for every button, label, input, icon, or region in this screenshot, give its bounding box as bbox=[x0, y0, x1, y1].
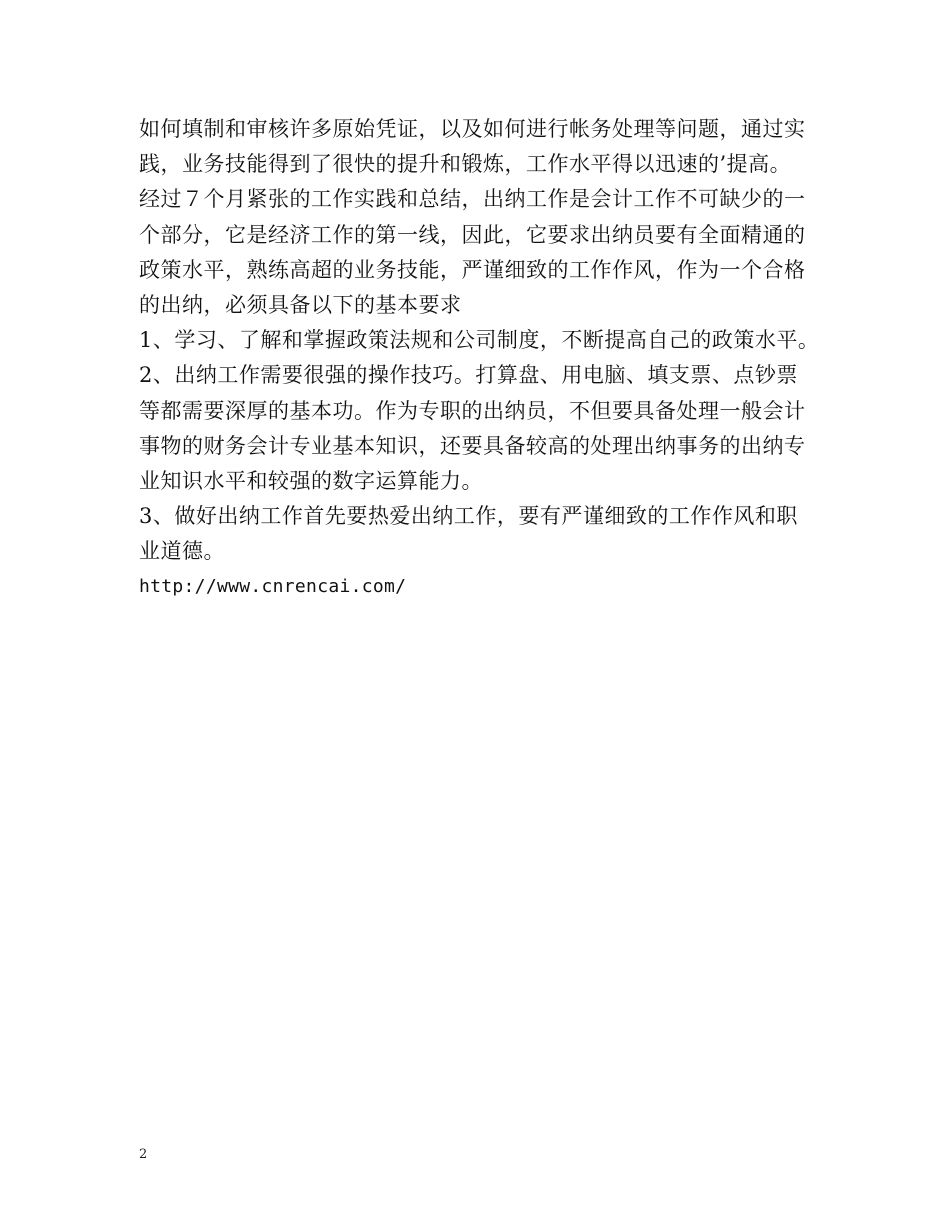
page-number: 2 bbox=[139, 1147, 148, 1162]
text-line: 政策水平，熟练高超的业务技能，严谨细致的工作作风，作为一个合格 bbox=[139, 257, 806, 282]
text-line: 个部分，它是经济工作的第一线，因此，它要求出纳员要有全面精通的 bbox=[139, 222, 806, 247]
document-body bbox=[139, 112, 820, 605]
text-line: 业知识水平和较强的数字运算能力。 bbox=[139, 468, 483, 493]
text-line: 的出纳，必须具备以下的基本要求 bbox=[139, 292, 462, 317]
text-line: 事物的财务会计专业基本知识，还要具备较高的处理出纳事务的出纳专 bbox=[139, 433, 806, 458]
list-item-2: 2、出纳工作需要很强的操作技巧。打算盘、用电脑、填支票、点钞票 bbox=[139, 363, 798, 388]
source-url-link[interactable]: http://www.cnrencai.com/ bbox=[139, 576, 407, 598]
list-item-3: 3、做好出纳工作首先要热爱出纳工作，要有严谨细致的工作作风和职 bbox=[139, 504, 798, 529]
text-line: 如何填制和审核许多原始凭证，以及如何进行帐务处理等问题，通过实 bbox=[139, 117, 806, 141]
text-line: 践，业务技能得到了很快的提升和锻炼，工作水平得以迅速的’提高。 bbox=[139, 152, 792, 177]
text-line: 经过７个月紧张的工作实践和总结，出纳工作是会计工作不可缺少的一 bbox=[139, 187, 806, 212]
text-line: 业道德。 bbox=[139, 539, 225, 564]
list-item-1: 1、学习、了解和掌握政策法规和公司制度，不断提高自己的政策水平。 bbox=[139, 328, 820, 353]
text-line: 等都需要深厚的基本功。作为专职的出纳员，不但要具备处理一般会计 bbox=[139, 398, 806, 423]
